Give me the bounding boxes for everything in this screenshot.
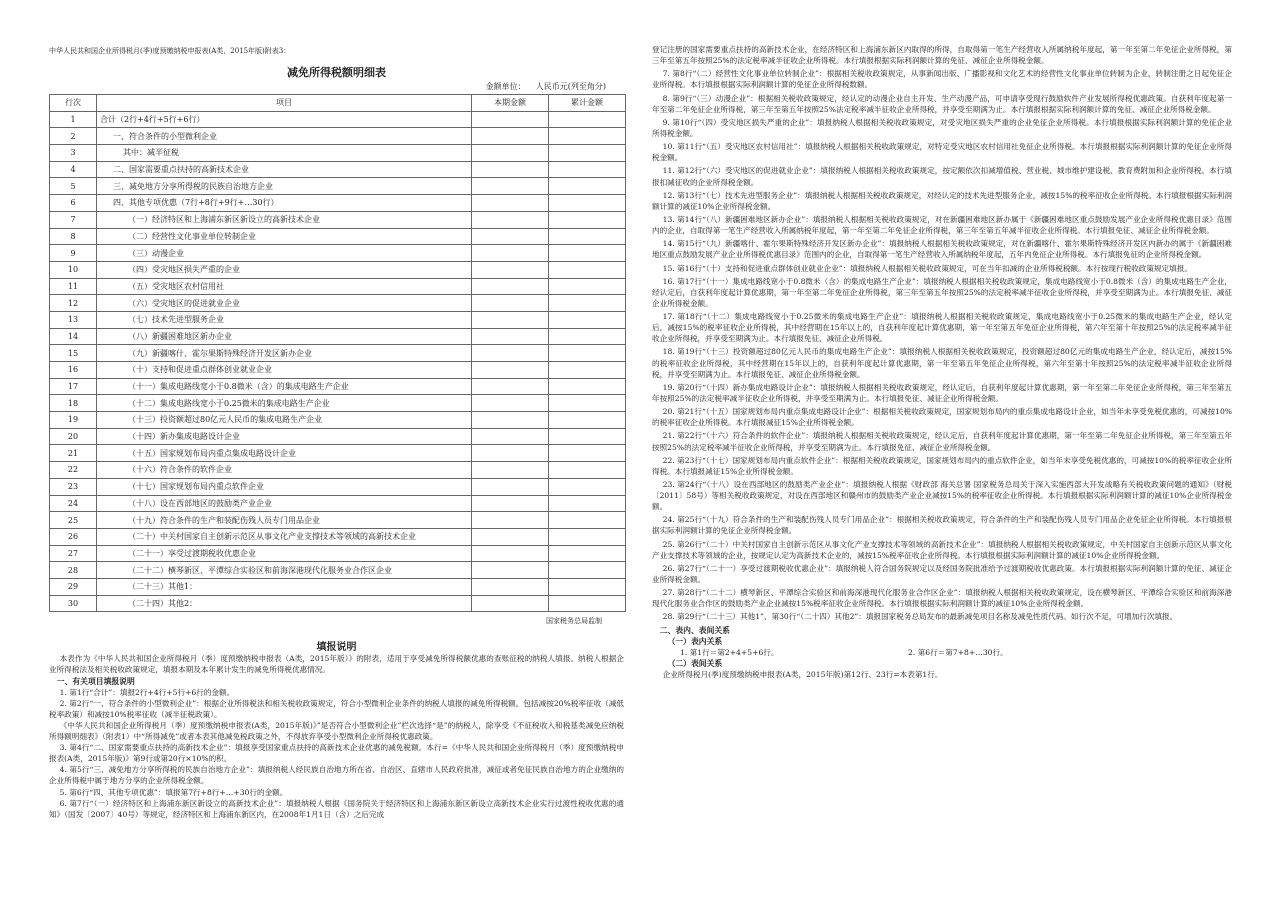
current-amount-cell[interactable]: [472, 295, 549, 312]
right-page: [652, 44, 1232, 683]
table-row: [50, 278, 626, 295]
row-item: （二）经营性文化事业单位转制企业: [97, 228, 472, 245]
cumulative-amount-cell[interactable]: [549, 528, 626, 545]
current-amount-cell[interactable]: [472, 512, 549, 529]
row-number: 30: [50, 595, 97, 612]
row-number: 20: [50, 428, 97, 445]
instruction-item: 15. 第16行“（十）支持和促进重点群体创业就业企业”：填报纳税人根据相关税收政策规定，可在当年扣减的企业所得税税额。本行按现行税收政策规定填报。: [662, 263, 1192, 273]
cumulative-amount-cell[interactable]: [549, 295, 626, 312]
row-number: 3: [50, 145, 97, 162]
table-row: [50, 128, 626, 145]
table-row: [50, 462, 626, 479]
row-item: （五）受灾地区农村信用社: [97, 278, 472, 295]
instruction-item: 9. 第10行“（四）受灾地区损失严重的企业”：填报纳税人根据相关税收政策规定，对受灾地区损失严重的企业免征企业所得税。本行填报根据实际利润额计算的免征企业所得税金额。: [652, 117, 1232, 138]
row-number: 7: [50, 211, 97, 228]
row-number: 25: [50, 512, 97, 529]
row-item: （十七）国家规划布局内重点软件企业: [97, 478, 472, 495]
row-number: 5: [50, 178, 97, 195]
row-number: 19: [50, 412, 97, 429]
instruction-item: 21. 第22行“（十六）符合条件的软件企业”：填报纳税人根据相关税收政策规定，经认定后，自获利年度起计算优惠期，第一年至第二年免征企业所得税，第三年至第五年按照25%的法定税率减半征收企业所得税，并享受至期满为止。本行填报免征、减征企业所得税金额。: [652, 431, 1232, 452]
cumulative-amount-cell[interactable]: [549, 562, 626, 579]
current-amount-cell[interactable]: [472, 145, 549, 162]
row-item: （十三）投资额超过80亿元人民币的集成电路生产企业: [97, 412, 472, 429]
row-number: 6: [50, 195, 97, 212]
internal-relations-formulas: [652, 647, 1232, 658]
cumulative-amount-cell[interactable]: [549, 145, 626, 162]
table-row: [50, 378, 626, 395]
current-amount-cell[interactable]: [472, 378, 549, 395]
current-amount-cell[interactable]: [472, 395, 549, 412]
row-number: 15: [50, 345, 97, 362]
row-item: （四）受灾地区损失严重的企业: [97, 261, 472, 278]
col-header-row-no: 行次: [50, 95, 97, 112]
current-amount-cell[interactable]: [472, 445, 549, 462]
row-item: 二、国家需要重点扶持的高新技术企业: [97, 161, 472, 178]
current-amount-cell[interactable]: [472, 128, 549, 145]
table-row: [50, 478, 626, 495]
row-item: （一）经济特区和上海浦东新区新设立的高新技术企业: [97, 211, 472, 228]
cumulative-amount-cell[interactable]: [549, 428, 626, 445]
table-row: [50, 328, 626, 345]
table-row: [50, 428, 626, 445]
current-amount-cell[interactable]: [472, 345, 549, 362]
table-row: [50, 311, 626, 328]
row-item: （二十一）享受过渡期税收优惠企业: [97, 545, 472, 562]
row-item: 三、减免地方分享所得税的民族自治地方企业: [97, 178, 472, 195]
cumulative-amount-cell[interactable]: [549, 545, 626, 562]
row-number: 21: [50, 445, 97, 462]
current-amount-cell[interactable]: [472, 161, 549, 178]
form-title: 减免所得税额明细表: [287, 66, 386, 79]
cumulative-amount-cell[interactable]: [549, 328, 626, 345]
instructions-title: 填报说明: [316, 642, 357, 654]
cumulative-amount-cell[interactable]: [549, 395, 626, 412]
current-amount-cell[interactable]: [472, 328, 549, 345]
instruction-item: 10. 第11行“（五）受灾地区农村信用社”：填报纳税人根据相关税收政策规定，对特定受灾地区农村信用社免征企业所得税。本行填报根据实际利润额计算的免征企业所得税金额。: [652, 142, 1232, 163]
instruction-item: 22. 第23行“（十七）国家规划布局内重点软件企业”：根据相关税收政策规定，国家规划布局内的重点软件企业，如当年未享受免税优惠的，可减按10%的税率征收企业所得税。本行填报减征15%企业所得税金额。: [652, 455, 1232, 476]
row-number: 8: [50, 228, 97, 245]
row-item: （十五）国家规划布局内重点集成电路设计企业: [97, 445, 472, 462]
amount-unit: [49, 80, 624, 94]
table-header-row: [50, 95, 626, 112]
table-row: [50, 161, 626, 178]
col-header-cumulative-amount: 累计金额: [549, 95, 626, 112]
current-amount-cell[interactable]: [472, 428, 549, 445]
current-amount-cell[interactable]: [472, 195, 549, 212]
current-amount-cell[interactable]: [472, 211, 549, 228]
col-header-item: 项目: [97, 95, 472, 112]
row-number: 11: [50, 278, 97, 295]
tax-reduction-table: [49, 94, 626, 612]
cumulative-amount-cell[interactable]: [549, 345, 626, 362]
row-item: （十九）符合条件的生产和装配伤残人员专门用品企业: [97, 512, 472, 529]
instruction-item: 28. 第29行“（二十三）其他1”、第30行“（二十四）其他2”：填报国家税务总局发布的最新减免项目名称及减免性质代码。如行次不足，可增加行次填报。: [662, 612, 1178, 622]
current-amount-cell[interactable]: [472, 362, 549, 379]
instruction-item: 5. 第6行“四、其他专项优惠”：填报第7行+8行+…+30行的金额。: [59, 787, 288, 797]
instruction-item: 7. 第8行“（二）经营性文化事业单位转制企业”：根据相关税收政策规定，从事新闻出版、广播影视和文化艺术的经营性文化事业单位转制为企业，转制注册之日起免征企业所得税。本行填报根据实际利润额计算的免征企业所得税数额。: [652, 69, 1232, 90]
cumulative-amount-cell[interactable]: [549, 595, 626, 612]
cumulative-amount-cell[interactable]: [549, 311, 626, 328]
current-amount-cell[interactable]: [472, 462, 549, 479]
instruction-item: 27. 第28行“（二十二）横琴新区、平潭综合实验区和前海深港现代化服务业合作区企业”：填报纳税人根据相关税收政策规定，设在横琴新区、平潭综合实验区和前海深港现代化服务业合作区的鼓励类产业企业减按15%税率征收企业所得税。本行填报根据实际利润额计算的减征10%企业所得税金额。: [652, 588, 1232, 609]
table-row: [50, 111, 626, 128]
table-row: [50, 395, 626, 412]
current-amount-cell[interactable]: [472, 495, 549, 512]
table-row: [50, 261, 626, 278]
cumulative-amount-cell[interactable]: [549, 261, 626, 278]
current-amount-cell[interactable]: [472, 178, 549, 195]
instruction-item: 24. 第25行“（十九）符合条件的生产和装配伤残人员专门用品企业”：根据相关税收政策规定，符合条件的生产和装配伤残人员专门用品企业免征企业所得税。本行填报根据实际利润额计算的免征企业所得税金额。: [652, 515, 1232, 536]
table-row: [50, 578, 626, 595]
cumulative-amount-cell[interactable]: [549, 445, 626, 462]
cumulative-amount-cell[interactable]: [549, 462, 626, 479]
current-amount-cell[interactable]: [472, 278, 549, 295]
left-instruction-list: [49, 687, 624, 820]
cumulative-amount-cell[interactable]: [549, 128, 626, 145]
row-number: 12: [50, 295, 97, 312]
row-number: 24: [50, 495, 97, 512]
cross-table-relation: 企业所得税月(季)度预缴纳税申报表(A类，2015年版)第12行、23行=本表第1行。: [662, 670, 943, 680]
instruction-item: 6. 第7行“（一）经济特区和上海浦东新区新设立的高新技术企业”：填报纳税人根据《国务院关于经济特区和上海浦东新区新设立高新技术企业实行过渡性税收优惠的通知》（国发〔2007〕40号）等规定，经济特区和上海浦东新区内，在2008年1月1日（含）之后完成: [49, 798, 624, 819]
instruction-item: 18. 第19行“（十三）投资额超过80亿元人民币的集成电路生产企业”：填报纳税人根据相关税收政策规定，投资额超过80亿元的集成电路生产企业，经认定后，减按15%的税率征收企业所得税，其中经营期在15年以上的，自获利年度起计算优惠期，第一年至第五年免征企业所得税，第六年至第十年按照25%的法定税率减半征收企业所得税，并享受至期满为止。本行填报免征、减征企业所得税金额。: [652, 347, 1232, 379]
row-item: 四、其他专项优惠（7行+8行+9行+…30行）: [97, 195, 472, 212]
row-item: （十）支持和促进重点群体创业就业企业: [97, 362, 472, 379]
table-row: [50, 178, 626, 195]
row-number: 22: [50, 462, 97, 479]
instructions-intro: 本表作为《中华人民共和国企业所得税月（季）度预缴纳税申报表（A类，2015年版）》的附表，适用于享受减免所得税额优惠的查账征税的纳税人填报。纳税人根据企业所得税法及相关税收政策规定，填报本期及本年累计发生的减免所得税优惠情况。: [49, 654, 624, 675]
formula-row1: 1. 第1行＝第2+4+5+6行。: [680, 648, 779, 658]
cumulative-amount-cell[interactable]: [549, 495, 626, 512]
instruction-item: 20. 第21行“（十五）国家规划布局内重点集成电路设计企业”：根据相关税收政策规定，国家规划布局内的重点集成电路设计企业，如当年未享受免税优惠的，可减按10%的税率征收企业所得税。本行填报减征15%企业所得税金额。: [652, 407, 1232, 428]
current-amount-cell[interactable]: [472, 111, 549, 128]
instruction-item: 19. 第20行“（十四）新办集成电路设计企业”：填报纳税人根据相关税收政策规定，经认定后，自获利年度起计算优惠期，第一年至第二年免征企业所得税，第三年至第五年按照25%的法定税率减半征收企业所得税，并享受至期满为止。本行填报免征、减征企业所得税金额。: [652, 382, 1232, 403]
table-row: [50, 195, 626, 212]
row-item: （十四）新办集成电路设计企业: [97, 428, 472, 445]
row-number: 4: [50, 161, 97, 178]
current-amount-cell[interactable]: [472, 545, 549, 562]
table-row: [50, 345, 626, 362]
instruction-item: 25. 第26行“（二十）中关村国家自主创新示范区从事文化产业支撑技术等领域的高新技术企业”：填报纳税人根据相关税收政策规定，中关村国家自主创新示范区从事文化产业支撑技术等领域的企业，按规定认定为高新技术企业的，减按15%税率征收企业所得税。本行填报根据实际利润额计算的减征10%企业所得税金额。: [652, 539, 1232, 560]
row-item: （九）新疆喀什、霍尔果斯特殊经济开发区新办企业: [97, 345, 472, 362]
current-amount-cell[interactable]: [472, 228, 549, 245]
instruction-item: 14. 第15行“（九）新疆喀什、霍尔果斯特殊经济开发区新办企业”：填报纳税人根据相关税收政策规定，对在新疆喀什、霍尔果斯特殊经济开发区内新办的属于《新疆困难地区重点鼓励发展产业企业所得税优惠目录》范围内的企业，自取得第一笔生产经营收入所属纳税年度起，五年内免征企业所得税。本行填报免征的企业所得税金额。: [652, 239, 1232, 260]
form-caption: 中华人民共和国企业所得税月(季)度预缴纳税申报表(A类，2015年版)附表3：: [49, 47, 291, 55]
instruction-item: 26. 第27行“（二十一）享受过渡期税收优惠企业”：填报纳税人符合国务院规定以及经国务院批准给予过渡期税收优惠政策。本行填报根据实际利润额计算的免征、减征企业所得税金额。: [652, 563, 1232, 584]
row-number: 16: [50, 362, 97, 379]
cumulative-amount-cell[interactable]: [549, 211, 626, 228]
row-item: （七）技术先进型服务企业: [97, 311, 472, 328]
row-item: （二十四）其他2：: [97, 595, 472, 612]
table-row: [50, 412, 626, 429]
row-item: 一、符合条件的小型微利企业: [97, 128, 472, 145]
row-number: 28: [50, 562, 97, 579]
row-number: 2: [50, 128, 97, 145]
row-number: 27: [50, 545, 97, 562]
cross-table-relations-heading: （二）表间关系: [667, 659, 723, 669]
table-row: [50, 145, 626, 162]
instruction-item: 《中华人民共和国企业所得税月（季）度预缴纳税申报表(A类，2015年版)》”是否符合小型微利企业”栏次选择“是”的纳税人，除享受《不征税收入和税基类减免应纳税所得额明细表》（附表1）中“所得减免”或者本表其他减免税政策之外，不得放弃享受小型微利企业所得税优惠政策。: [49, 720, 624, 742]
row-item: （六）受灾地区的促进就业企业: [97, 295, 472, 312]
instruction-item: 4. 第5行“三、减免地方分享所得税的民族自治地方企业”：填报纳税人经民族自治地方所在省、自治区、直辖市人民政府批准，减征或者免征民族自治地方的企业缴纳的企业所得税中属于地方分享的企业所得税金额。: [49, 765, 624, 786]
row-number: 18: [50, 395, 97, 412]
row-number: 13: [50, 311, 97, 328]
table-row: [50, 228, 626, 245]
instruction-item: 13. 第14行“（八）新疆困难地区新办企业”：填报纳税人根据相关税收政策规定，对在新疆困难地区新办属于《新疆困难地区重点鼓励发展产业企业所得税优惠目录》范围内的企业，自取得第一笔生产经营收入所属纳税年度起，第一年至第二年免征企业所得税，第三年至第五年减半征收企业所得税。本行填报免征、减征企业所得税金额。: [652, 214, 1232, 236]
instruction-item: 8. 第9行“（三）动漫企业”：根据相关税收政策规定，经认定的动漫企业自主开发、生产动漫产品，可申请享受现行鼓励软件产业发展所得税优惠政策。自获利年度起第一年至第二年免征企业所得税，第三年至第五年按照25%法定税率减半征收企业所得税，并享受至期满为止。本行填报根据实际利润额计算的免征、减征企业所得税金额。: [652, 93, 1232, 114]
cumulative-amount-cell[interactable]: [549, 478, 626, 495]
current-amount-cell[interactable]: [472, 562, 549, 579]
instruction-item: 3. 第4行“二、国家需要重点扶持的高新技术企业”：填报享受国家重点扶持的高新技术企业优惠的减免税额。本行=《中华人民共和国企业所得税月（季）度预缴纳税申报表(A类，2015年版)》第9行或第20行×10%的积。: [49, 743, 624, 764]
current-amount-cell[interactable]: [472, 595, 549, 612]
table-row: [50, 362, 626, 379]
row-number: 10: [50, 261, 97, 278]
row-item: （三）动漫企业: [97, 245, 472, 262]
formula-row6: 2. 第6行＝第7+8+…30行。: [908, 648, 1008, 658]
table-row: [50, 245, 626, 262]
instruction-item: 23. 第24行“（十八）设在西部地区的鼓励类产业企业”：填报纳税人根据《财政部 海关总署 国家税务总局关于深入实施西部大开发战略有关税收政策问题的通知》（财税〔2011〕58号）等相关税收政策规定，对设在西部地区和赣州市的鼓励类产业企业减按15%的税率征收企业所得税。本行填报根据实际利润额计算的减征10%企业所得税金额。: [652, 479, 1232, 512]
row-item: （十二）集成电路线宽小于0.25微米的集成电路生产企业: [97, 395, 472, 412]
cumulative-amount-cell[interactable]: [549, 412, 626, 429]
row-number: 1: [50, 111, 97, 128]
instruction-item: 12. 第13行“（七）技术先进型服务企业”：填报纳税人根据相关税收政策规定，对经认定的技术先进型服务企业，减按15%的税率征收企业所得税。本行填报根据实际利润额计算的减征10%企业所得税金额。: [652, 190, 1232, 211]
instruction-item: 1. 第1行“合计”：填报2行+4行+5行+6行的金额。: [59, 687, 235, 697]
row-number: 26: [50, 528, 97, 545]
current-amount-cell[interactable]: [472, 245, 549, 262]
cumulative-amount-cell[interactable]: [549, 512, 626, 529]
internal-relations-heading: （一）表内关系: [667, 636, 723, 646]
cumulative-amount-cell[interactable]: [549, 228, 626, 245]
current-amount-cell[interactable]: [472, 478, 549, 495]
row-number: 23: [50, 478, 97, 495]
table-row: [50, 528, 626, 545]
row-number: 14: [50, 328, 97, 345]
row-item: （十八）设在西部地区的鼓励类产业企业: [97, 495, 472, 512]
current-amount-cell[interactable]: [472, 412, 549, 429]
cumulative-amount-cell[interactable]: [549, 378, 626, 395]
current-amount-cell[interactable]: [472, 528, 549, 545]
cumulative-amount-cell[interactable]: [549, 245, 626, 262]
cumulative-amount-cell[interactable]: [549, 195, 626, 212]
instruction-item: 登记注册的国家需要重点扶持的高新技术企业，在经济特区和上海浦东新区内取得的所得，自取得第一笔生产经营收入所属纳税年度起，第一年至第二年免征企业所得税，第三年至第五年按照25%的法定税率减半征收企业所得税。本行填报根据实际利润额计算的免征、减征企业所得税金额。: [652, 45, 1232, 66]
right-instruction-list: [652, 44, 1232, 623]
row-number: 29: [50, 578, 97, 595]
left-page: [49, 46, 624, 820]
current-amount-cell[interactable]: [472, 261, 549, 278]
cumulative-amount-cell[interactable]: [549, 178, 626, 195]
table-body: [50, 111, 626, 612]
amount-unit-label: 金额单位：: [485, 82, 526, 91]
row-number: 17: [50, 378, 97, 395]
table-row: [50, 211, 626, 228]
table-row: [50, 495, 626, 512]
section-relations-heading: 二、表内、表间关系: [659, 625, 730, 635]
cumulative-amount-cell[interactable]: [549, 161, 626, 178]
row-number: 9: [50, 245, 97, 262]
table-row: [50, 512, 626, 529]
instruction-item: 11. 第12行“（六）受灾地区的促进就业企业”：填报纳税人根据相关税收政策规定，按定额依次扣减增值税、营业税、城市维护建设税、教育费附加和企业所得税。本行填报扣减征收的企业所得税金额。: [652, 166, 1232, 187]
cumulative-amount-cell[interactable]: [549, 362, 626, 379]
col-header-current-amount: 本期金额: [472, 95, 549, 112]
section-item-notes-heading: 一、有关项目填报说明: [56, 676, 135, 686]
instruction-item: 2. 第2行“一、符合条件的小型微利企业”：根据企业所得税法和相关税收政策规定，符合小型微利企业条件的纳税人填报的减免所得税额。包括减按20%税率征收（减低税率政策）和减按10%税率征收（减半征税政策）。: [49, 698, 624, 719]
table-row: [50, 545, 626, 562]
row-item: （二十三）其他1：: [97, 578, 472, 595]
table-row: [50, 295, 626, 312]
amount-unit-value: 人民币元(列至角分): [535, 82, 606, 91]
row-item: （八）新疆困难地区新办企业: [97, 328, 472, 345]
cumulative-amount-cell[interactable]: [549, 278, 626, 295]
current-amount-cell[interactable]: [472, 578, 549, 595]
row-item: 其中：减半征税: [97, 145, 472, 162]
row-item: （二十）中关村国家自主创新示范区从事文化产业支撑技术等领域的高新技术企业: [97, 528, 472, 545]
current-amount-cell[interactable]: [472, 311, 549, 328]
instruction-item: 16. 第17行“（十一）集成电路线宽小于0.8微米（含）的集成电路生产企业”：填报纳税人根据相关税收政策规定，集成电路线宽小于0.8微米（含）的集成电路生产企业，经认定后，自获利年度起计算优惠期，第一年至第二年免征企业所得税，第三年至第五年按照25%的法定税率减半征收企业所得税，并享受至期满为止。本行填报免征、减征企业所得税金额。: [652, 276, 1232, 308]
row-item: 合计（2行+4行+5行+6行）: [97, 111, 472, 128]
row-item: （二十二）横琴新区、平潭综合实验区和前海深港现代化服务业合作区企业: [97, 562, 472, 579]
cumulative-amount-cell[interactable]: [549, 111, 626, 128]
table-row: [50, 562, 626, 579]
row-item: （十一）集成电路线宽小于0.8微米（含）的集成电路生产企业: [97, 378, 472, 395]
table-row: [50, 595, 626, 612]
instruction-item: 17. 第18行“（十二）集成电路线宽小于0.25微米的集成电路生产企业”：填报纳税人根据相关税收政策规定，集成电路线宽小于0.25微米的集成电路生产企业，经认定后，减按15%的税率征收企业所得税，其中经营期在15年以上的，自获利年度起计算优惠期，第一年至第五年免征企业所得税，第六年至第十年按照25%的法定税率减半征收企业所得税，并享受至期满为止。本行填报免征、减征企业所得税。: [652, 312, 1232, 344]
row-item: （十六）符合条件的软件企业: [97, 462, 472, 479]
cumulative-amount-cell[interactable]: [549, 578, 626, 595]
supervision-note: 国家税务总局监制: [546, 617, 602, 626]
table-row: [50, 445, 626, 462]
